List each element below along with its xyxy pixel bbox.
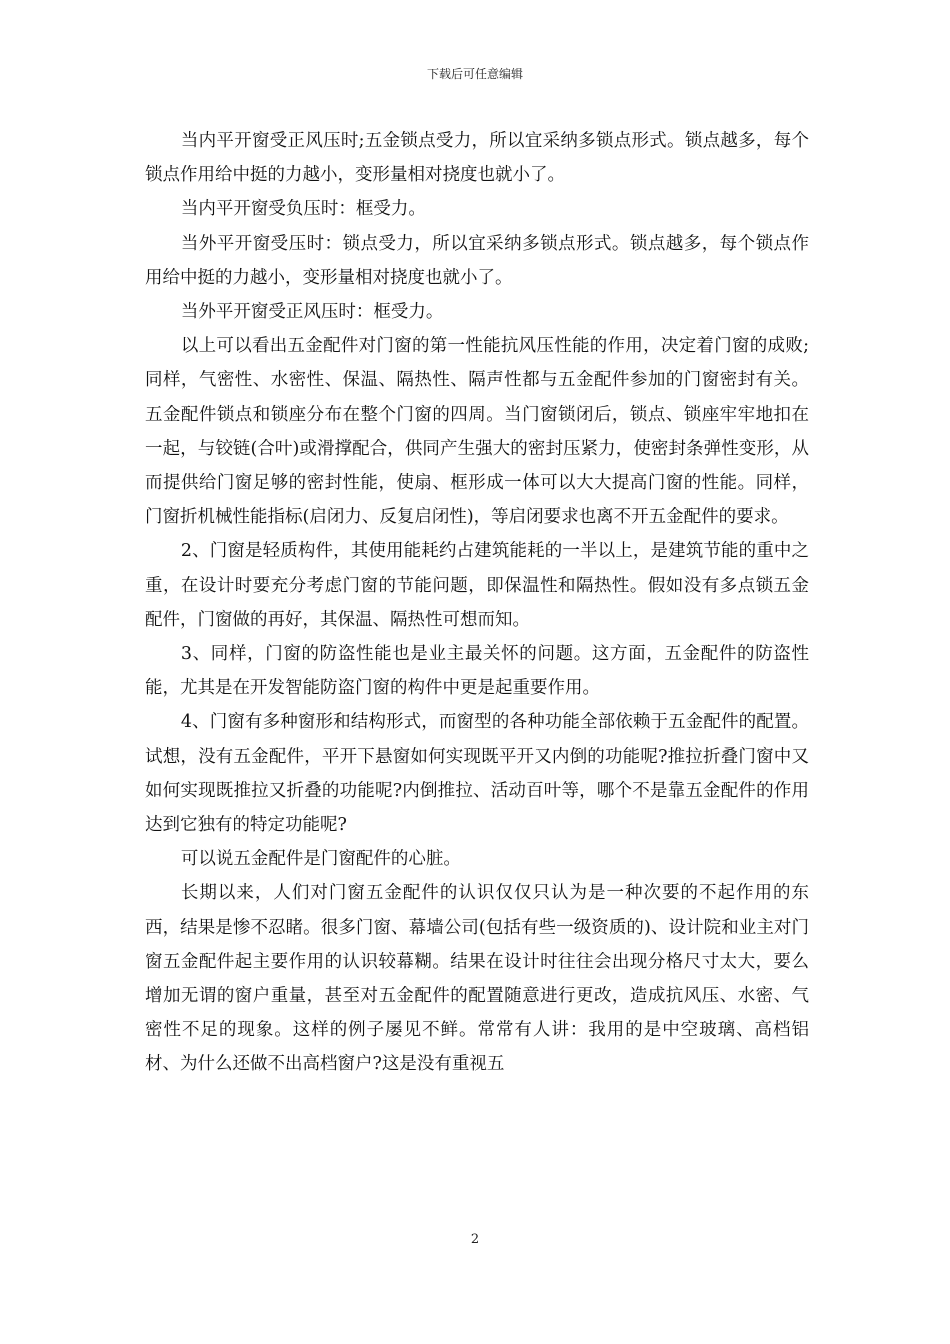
paragraph-point-3-security: 3、同样，门窗的防盗性能也是业主最关怀的问题。这方面，五金配件的防盗性能，尤其是在开发智能防盗门窗的构件中更是起重要作用。 [145,644,809,699]
paragraph-inward-negative-pressure: 当内平开窗受负压时：框受力。 [180,199,426,220]
page-number: 2 [470,1232,480,1247]
document-body [145,124,809,1082]
paragraph-outward-pressure: 当外平开窗受压时：锁点受力，所以宜采纳多锁点形式。锁点越多，每个锁点作用给中挺的力越小，变形量相对挠度也就小了。 [145,233,809,288]
paragraph-heart-of-hardware: 可以说五金配件是门窗配件的心脏。 [180,849,461,870]
page-header-note: 下载后可任意编辑 [426,67,523,81]
paragraph-inward-positive-pressure: 当内平开窗受正风压时;五金锁点受力，所以宜采纳多锁点形式。锁点越多，每个锁点作用给中挺的力越小，变形量相对挠度也就小了。 [145,131,809,186]
paragraph-outward-positive-pressure: 当外平开窗受正风压时：框受力。 [180,302,444,323]
paragraph-long-term-neglect: 长期以来，人们对门窗五金配件的认识仅仅只认为是一种次要的不起作用的东西，结果是惨不忍睹。很多门窗、幕墙公司(包括有些一级资质的)、设计院和业主对门窗五金配件起主要作用的认识较幕糊。结果在设计时往往会出现分格尺寸太大，要么增加无谓的窗户重量，甚至对五金配件的配置随意进行更改，造成抗风压、水密、气密性不足的现象。这样的例子屡见不鲜。常常有人讲：我用的是中空玻璃、高档铝材、为什么还做不出高档窗户?这是没有重视五 [145,883,809,1075]
paragraph-hardware-sealing: 以上可以看出五金配件对门窗的第一性能抗风压性能的作用，决定着门窗的成败;同样，气密性、水密性、保温、隔热性、隔声性都与五金配件参加的门窗密封有关。五金配件锁点和锁座分布在整个门窗的四周。当门窗锁闭后，锁点、锁座牢牢地扣在一起，与铰链(合叶)或滑撑配合，供同产生强大的密封压紧力，使密封条弹性变形，从而提供给门窗足够的密封性能，使扇、框形成一体可以大大提高门窗的性能。同样，门窗折机械性能指标(启闭力、反复启闭性)，等启闭要求也离不开五金配件的要求。 [145,336,809,528]
paragraph-point-2-energy: 2、门窗是轻质构件，其使用能耗约占建筑能耗的一半以上，是建筑节能的重中之重，在设计时要充分考虑门窗的节能问题，即保温性和隔热性。假如没有多点锁五金配件，门窗做的再好，其保温、隔热性可想而知。 [145,541,809,630]
paragraph-point-4-functions: 4、门窗有多种窗形和结构形式，而窗型的各种功能全部依赖于五金配件的配置。试想，没有五金配件，平开下悬窗如何实现既平开又内倒的功能呢?推拉折叠门窗中又如何实现既推拉又折叠的功能呢?内倒推拉、活动百叶等，哪个不是靠五金配件的作用达到它独有的特定功能呢? [145,712,809,836]
